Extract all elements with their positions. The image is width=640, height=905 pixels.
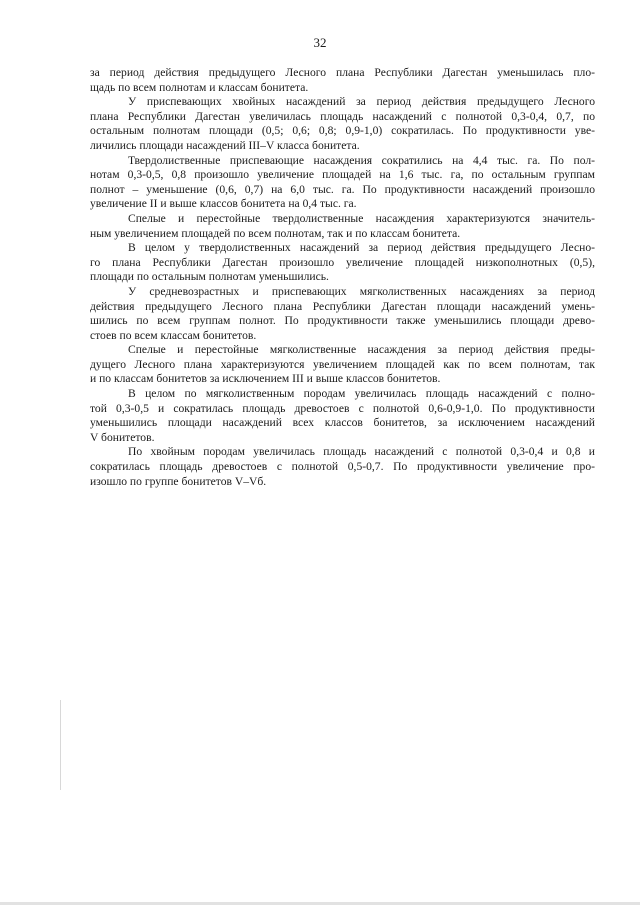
paragraph xyxy=(90,343,595,387)
paragraph xyxy=(90,387,595,445)
text-line: сократилась площадь древостоев с полнотой 0,5-0,7. По продуктивности увеличение про- xyxy=(90,460,595,474)
text-line: В целом по мягколиственным породам увеличилась площадь насаждений с полно- xyxy=(128,387,595,401)
paragraph xyxy=(90,154,595,212)
text-line: изошло по группе бонитетов V–Vб. xyxy=(90,474,267,488)
text-line: дущего Лесного плана характеризуются увеличением площадей как по всем полнотам, так xyxy=(90,357,595,371)
text-line: В целом у твердолиственных насаждений за период действия предыдущего Лесно- xyxy=(128,241,595,255)
text-line: действия предыдущего Лесного плана Республики Дагестан площади насаждений умень- xyxy=(90,299,595,313)
text-line: той 0,3-0,5 и сократилась площадь древостоев с полнотой 0,6-0,9-1,0. По продуктивности xyxy=(90,401,595,415)
text-line: стоев по всем классам бонитетов. xyxy=(90,328,257,342)
paragraph xyxy=(90,241,595,285)
text-line: остальным полнотам площади (0,5; 0,6; 0,8; 0,9-1,0) сократилась. По продуктивности уве- xyxy=(90,124,595,138)
document-body xyxy=(90,66,595,489)
text-line: плана Республики Дагестан увеличилась площадь насаждений с полнотой 0,3-0,4, 0,7, по xyxy=(90,109,595,123)
text-line: щадь по всем полнотам и классам бонитета. xyxy=(90,80,309,94)
text-line: площади по остальным полнотам уменьшились. xyxy=(90,270,329,284)
text-line: и по классам бонитетов за исключением III и выше классов бонитетов. xyxy=(90,372,441,386)
paragraph xyxy=(90,285,595,343)
text-line: увеличение II и выше классов бонитета на 0,4 тыс. га. xyxy=(90,197,357,211)
text-line: за период действия предыдущего Лесного плана Республики Дагестан уменьшилась пло- xyxy=(90,66,595,79)
text-line: Спелые и перестойные мягколиственные насаждения за период действия преды- xyxy=(128,343,595,357)
text-line: Твердолиственные приспевающие насаждения сократились на 4,4 тыс. га. По пол- xyxy=(128,153,595,167)
paragraph xyxy=(90,95,595,153)
text-line: ным увеличением площадей по всем полнотам, так и по классам бонитета. xyxy=(90,226,461,240)
paragraph xyxy=(90,212,595,241)
text-line: шились по всем группам полнот. По продуктивности также уменьшились площади древо- xyxy=(90,314,595,328)
paragraph xyxy=(90,66,595,95)
text-line: Спелые и перестойные твердолиственные насаждения характеризуются значитель- xyxy=(128,211,595,225)
text-line: У приспевающих хвойных насаждений за период действия предыдущего Лесного xyxy=(128,95,595,109)
text-line: У средневозрастных и приспевающих мягколиственных насаждениях за период xyxy=(128,284,595,298)
page-number: 32 xyxy=(313,35,327,50)
text-line: По хвойным породам увеличилась площадь насаждений с полнотой 0,3-0,4 и 0,8 и xyxy=(128,445,595,459)
text-line: полнот – уменьшение (0,6, 0,7) на 6,0 тыс. га. По продуктивности насаждений произошло xyxy=(90,182,595,196)
text-line: нотам 0,3-0,5, 0,8 произошло увеличение площадей на 1,6 тыс. га, по остальным группам xyxy=(90,168,595,182)
text-line: V бонитетов. xyxy=(90,430,155,444)
scan-artifact-line xyxy=(60,700,61,790)
paragraph xyxy=(90,445,595,489)
text-line: уменьшились площади насаждений всех классов бонитетов, за исключением насаждений xyxy=(90,416,595,430)
text-line: го плана Республики Дагестан произошло увеличение площадей низкополнотных (0,5), xyxy=(90,255,595,269)
text-line: личились площади насаждений III–V класса бонитета. xyxy=(90,138,360,152)
